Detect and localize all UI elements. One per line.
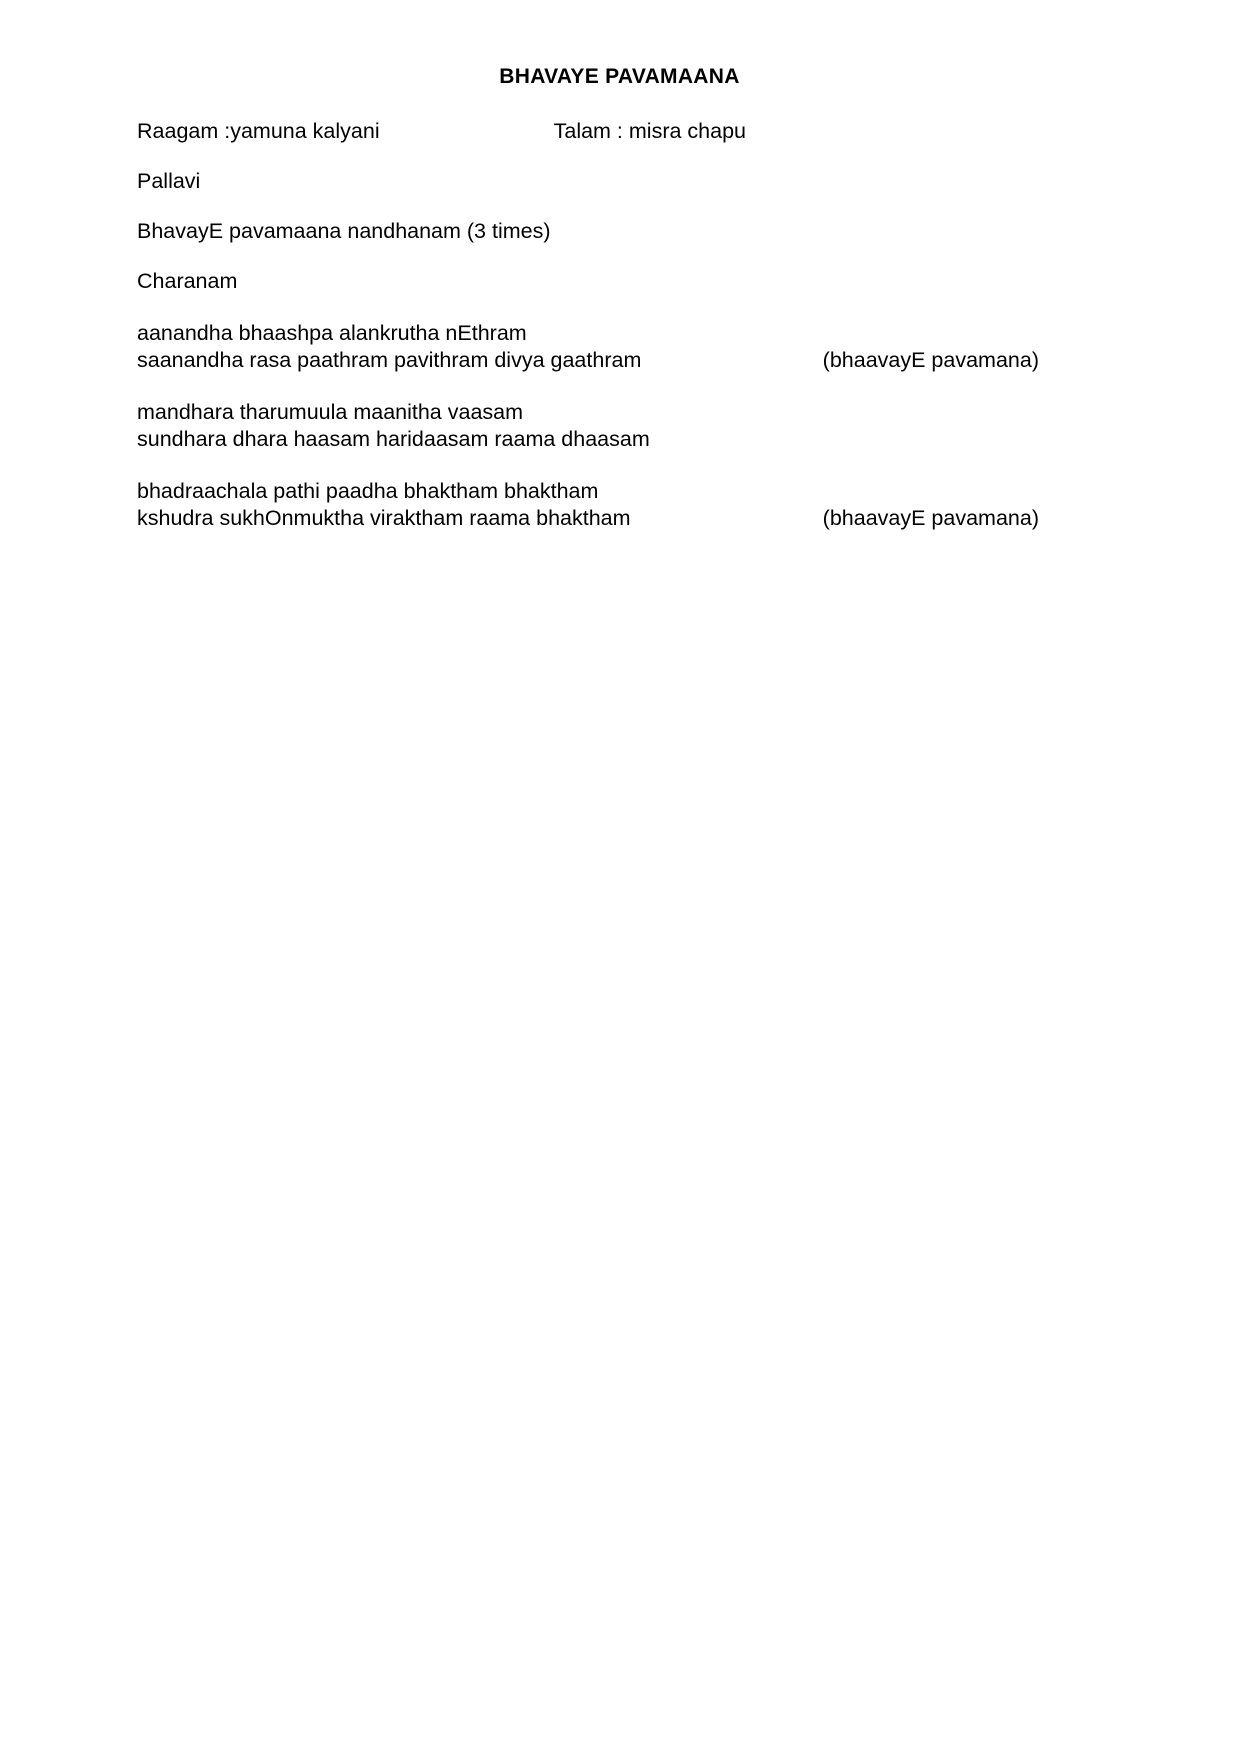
raagam-talam-row [137,118,1137,145]
stanza-line: mandhara tharumuula maanitha vaasam [137,400,524,424]
spacer [137,195,1137,218]
stanza-line-with-refrain [137,505,1137,532]
stanza-line: kshudra sukhOnmuktha viraktham raama bhaktham [137,506,631,530]
stanza-line: sundhara dhara haasam haridaasam raama dhaasam [137,427,650,451]
section-heading-pallavi: Pallavi [137,169,201,193]
pallavi-line: BhavayE pavamaana nandhanam (3 times) [137,219,551,243]
charanam-stanza-1 [137,320,1137,374]
spacer [137,245,1137,268]
charanam-stanza-3 [137,478,1137,532]
talam-label: Talam : misra chapu [553,119,746,143]
charanam-stanza-2 [137,399,1137,453]
spacer [137,145,1137,168]
stanza-line: aanandha bhaashpa alankrutha nEthram [137,321,527,345]
document-body [137,118,1137,532]
stanza-line: bhadraachala pathi paadha bhaktham bhaktham [137,479,599,503]
page-title: BHAVAYE PAVAMAANA [499,65,740,88]
raagam-label: Raagam :yamuna kalyani [137,119,380,143]
stanza-line-with-refrain [137,347,1137,374]
stanza-refrain: (bhaavayE pavamana) [822,506,1039,530]
spacer [137,295,1137,320]
stanza-line: saanandha rasa paathram pavithram divya gaathram [137,348,642,372]
spacer [137,453,1137,478]
spacer [137,374,1137,399]
stanza-refrain: (bhaavayE pavamana) [822,348,1039,372]
section-heading-charanam: Charanam [137,269,238,293]
